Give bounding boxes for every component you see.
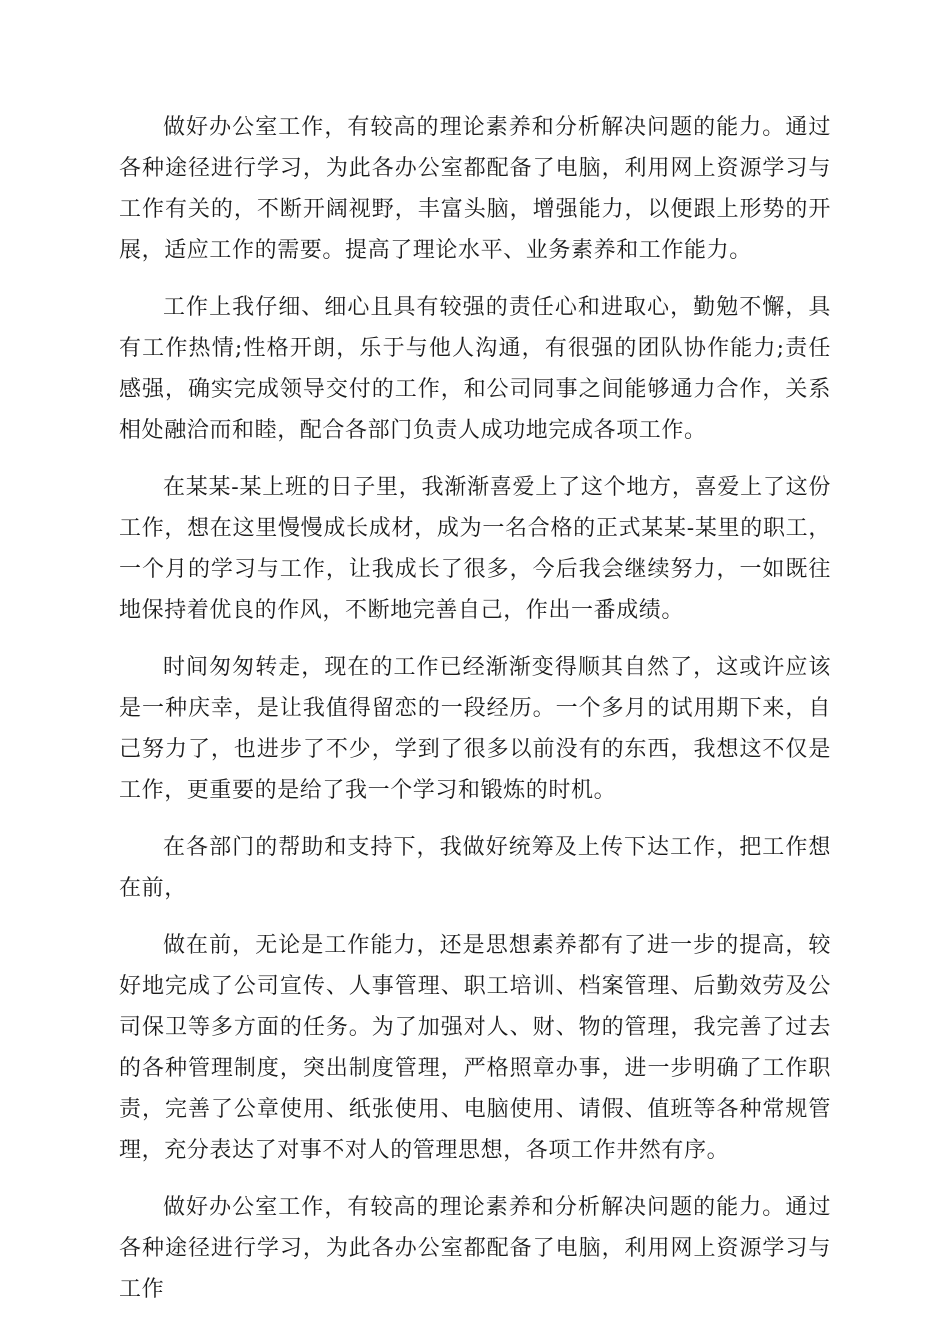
paragraph-7: 做好办公室工作，有较高的理论素养和分析解决问题的能力。通过各种途径进行学习，为此各办公室都配备了电脑，利用网上资源学习与工作 [119, 1195, 831, 1302]
paragraph-4: 时间匆匆转走，现在的工作已经渐渐变得顺其自然了，这或许应该是一种庆幸，是让我值得留恋的一段经历。一个多月的试用期下来，自己努力了，也进步了不少，学到了很多以前没有的东西，我想这不仅是工作，更重要的是给了我一个学习和锻炼的时机。 [119, 655, 831, 803]
paragraph-1: 做好办公室工作，有较高的理论素养和分析解决问题的能力。通过各种途径进行学习，为此各办公室都配备了电脑，利用网上资源学习与工作有关的，不断开阔视野，丰富头脑，增强能力，以便跟上形势的开展，适应工作的需要。提高了理论水平、业务素养和工作能力。 [119, 115, 831, 263]
paragraph-3: 在某某-某上班的日子里，我渐渐喜爱上了这个地方，喜爱上了这份工作，想在这里慢慢成长成材，成为一名合格的正式某某-某里的职工，一个月的学习与工作，让我成长了很多，今后我会继续努力，一如既往地保持着优良的作风，不断地完善自己，作出一番成绩。 [119, 475, 831, 623]
paragraph-2: 工作上我仔细、细心且具有较强的责任心和进取心，勤勉不懈，具有工作热情;性格开朗，乐于与他人沟通，有很强的团队协作能力;责任感强，确实完成领导交付的工作，和公司同事之间能够通力合作，关系相处融洽而和睦，配合各部门负责人成功地完成各项工作。 [119, 295, 831, 443]
paragraph-5: 在各部门的帮助和支持下，我做好统筹及上传下达工作，把工作想在前， [119, 835, 831, 901]
document-body [119, 107, 831, 1326]
paragraph-6: 做在前，无论是工作能力，还是思想素养都有了进一步的提高，较好地完成了公司宣传、人事管理、职工培训、档案管理、后勤效劳及公司保卫等多方面的任务。为了加强对人、财、物的管理，我完善了过去的各种管理制度，突出制度管理，严格照章办事，进一步明确了工作职责，完善了公章使用、纸张使用、电脑使用、请假、值班等各种常规管理，充分表达了对事不对人的管理思想，各项工作井然有序。 [119, 933, 831, 1163]
